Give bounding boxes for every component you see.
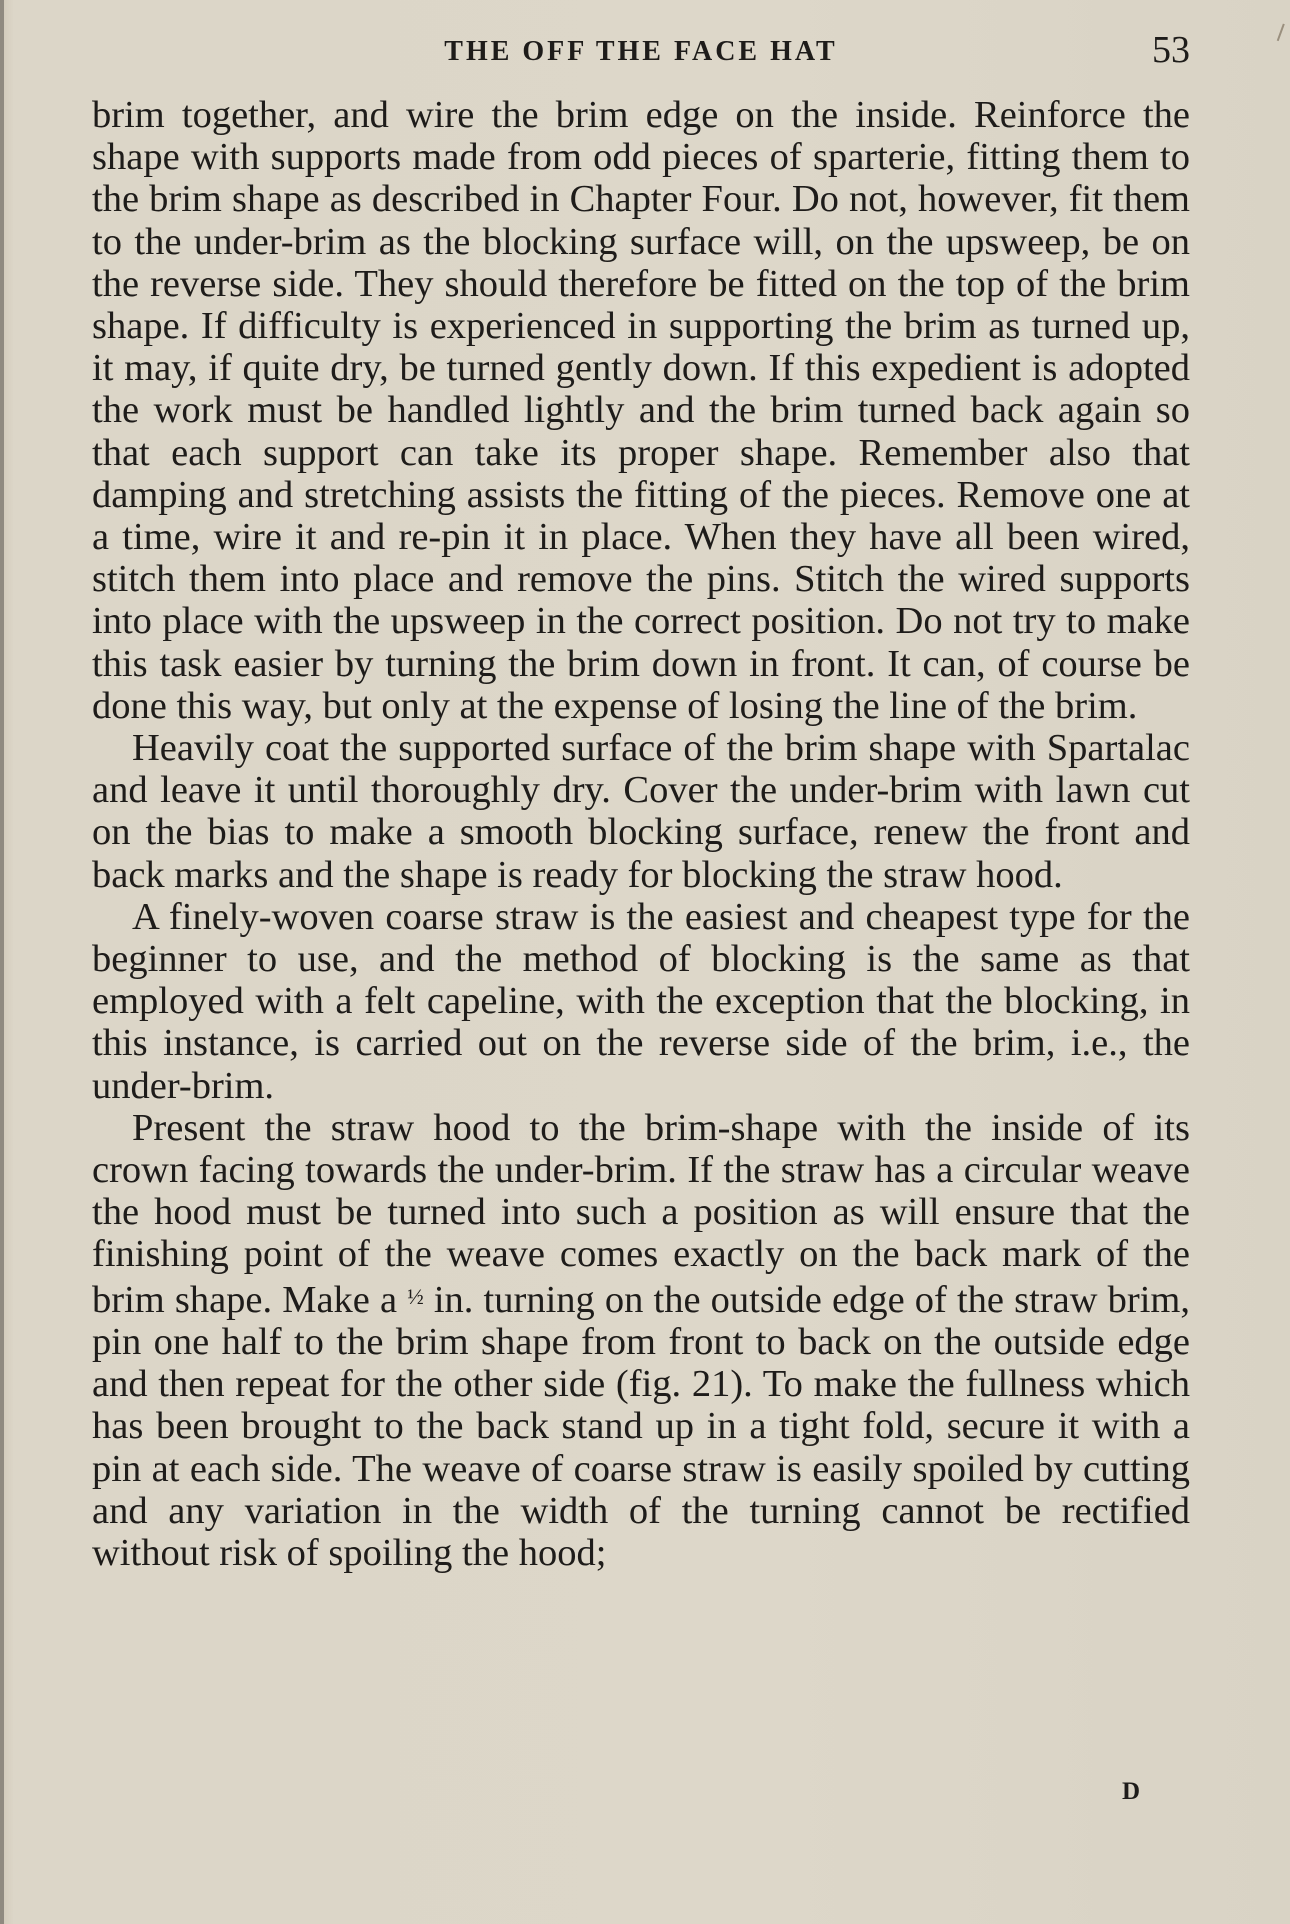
page-corner-mark [1269, 21, 1285, 41]
body-text [92, 94, 1190, 1574]
fraction-half: ½ [407, 1283, 424, 1309]
paragraph-4-part-2: in. turning on the outside edge of the straw brim, pin one half to the brim shape from front to back on the outside edge and then repeat for the other side (fig. 21). To make the fullness which has been brought to the back stand up in a tight fold, secure it with a pin at each side. The weave of coarse straw is easily spoiled by cutting and any variation in the width of the turning cannot be rectified without risk of spoiling the hood; [92, 1278, 1190, 1574]
page-header [92, 28, 1190, 80]
paragraph-2: Heavily coat the supported surface of the brim shape with Spartalac and leave it until thoroughly dry. Cover the under-brim with lawn cut on the bias to make a smooth blocking surface, renew the front and back marks and the shape is ready for blocking the straw hood. [92, 727, 1190, 896]
paragraph-1: brim together, and wire the brim edge on the inside. Reinforce the shape with supports made from odd pieces of sparterie, fitting them to the brim shape as described in Chapter Four. Do not, however, fit them to the under-brim as the blocking surface will, on the upsweep, be on the reverse side. They should therefore be fitted on the top of the brim shape. If difficulty is experienced in supporting the brim as turned up, it may, if quite dry, be turned gently down. If this expedient is adopted the work must be handled lightly and the brim turned back again so that each support can take its proper shape. Remember also that damping and stretching assists the fitting of the pieces. Remove one at a time, wire it and re-pin it in place. When they have all been wired, stitch them into place and remove the pins. Stitch the wired supports into place with the upsweep in the correct position. Do not try to make this task easier by turning the brim down in front. It can, of course be done this way, but only at the expense of losing the line of the brim. [92, 94, 1190, 727]
page-binding-edge [0, 0, 4, 1924]
paragraph-4-part-1: Present the straw hood to the brim-shape with the inside of its crown facing towards the under-brim. If the straw has a circular weave the hood must be turned into such a position as will ensure that the finishing point of the weave comes exactly on the back mark of the brim shape. Make a [92, 1106, 1190, 1321]
paragraph-3: A finely-woven coarse straw is the easiest and cheapest type for the beginner to use, and the method of blocking is the same as that employed with a felt capeline, with the exception that the blocking, in this instance, is carried out on the reverse side of the brim, i.e., the under-brim. [92, 895, 1190, 1107]
paragraph-4 [92, 1107, 1190, 1574]
page-number: 53 [1152, 29, 1190, 71]
signature-mark: D [1122, 1778, 1142, 1805]
running-head: THE OFF THE FACE HAT [444, 36, 838, 67]
